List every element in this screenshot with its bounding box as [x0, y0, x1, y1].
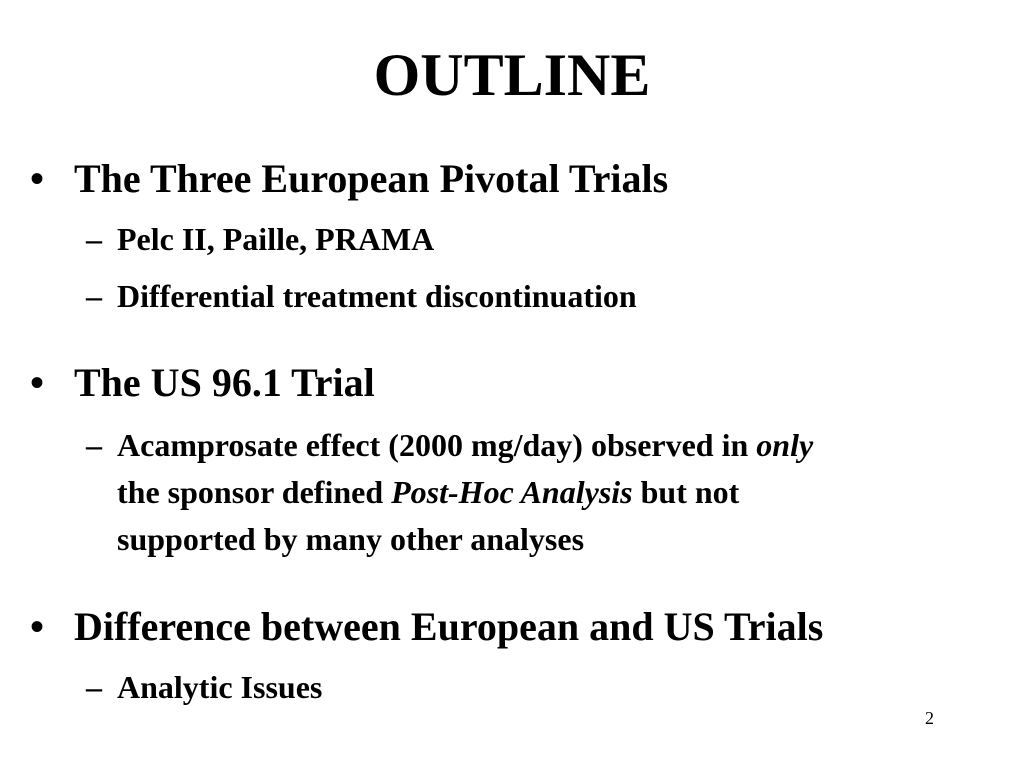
sub-item-line-2 — [117, 469, 997, 516]
sub-item-text: Analytic Issues — [117, 669, 323, 705]
text-span: the sponsor defined — [117, 474, 392, 510]
sub-item-line-1 — [117, 422, 997, 469]
dash-icon: – — [86, 427, 102, 463]
sub-item-line-3 — [117, 516, 997, 563]
slide-title: OUTLINE — [373, 42, 651, 108]
page-number: 2 — [925, 708, 934, 728]
text-span: Acamprosate effect (2000 mg/day) observed in — [117, 427, 757, 463]
sub-item-text: Differential treatment discontinuation — [117, 278, 637, 314]
bullet-icon: • — [30, 360, 45, 405]
emphasis-text: Post-Hoc Analysis — [391, 474, 633, 510]
dash-icon: – — [86, 278, 102, 314]
text-span: supported by many other analyses — [117, 521, 585, 557]
emphasis-text: only — [756, 427, 814, 463]
bullet-heading: The Three European Pivotal Trials — [74, 156, 669, 201]
sub-item-paragraph — [117, 422, 997, 563]
bullet-icon: • — [30, 156, 45, 201]
dash-icon: – — [86, 221, 102, 257]
sub-item-text: Pelc II, Paille, PRAMA — [117, 221, 435, 257]
bullet-icon: • — [30, 604, 45, 649]
text-span: but not — [632, 474, 740, 510]
dash-icon: – — [86, 669, 102, 705]
bullet-heading: Difference between European and US Trials — [74, 604, 824, 649]
bullet-heading: The US 96.1 Trial — [74, 360, 375, 405]
